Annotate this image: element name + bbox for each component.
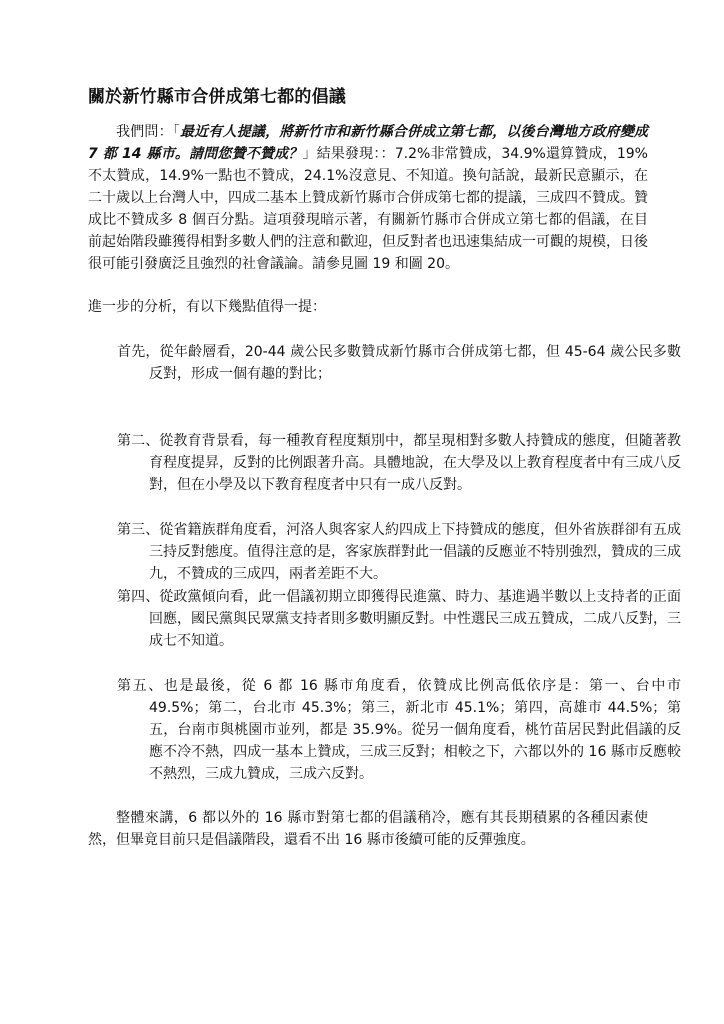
survey-question: 最近有人提議，將新竹市和新竹縣合併成立第七都，以後台灣地方政府變成 7 都 14 縣市。請問您贊不贊成？ (88, 124, 649, 162)
intro-findings: 」結果發現：：7.2%非常贊成，34.9%還算贊成，19%不太贊成，14.9%一點也不贊成，24.1%沒意見、不知道。換句話說，最新民意顯示，在二十歲以上台灣人中，四成二基本上贊成新竹縣市合併成第七都的提議，三成四不贊成。贊成比不贊成多 8 個百分點。這項發現暗示著，有關新竹縣市合併成立第七都的倡議，在目前起始階段雖獲得相對多數人們的注意和歡迎，但反對者也迅速集結成一可觀的規模，日後很可能引發廣泛且強烈的社會議論。請參見圖 19 和圖 20。 (88, 146, 648, 272)
conclusion-paragraph: 整體來講，6 都以外的 16 縣市對第七都的倡議稍冷，應有其長期積累的各種因素使然，但畢竟目前只是倡議階段，還看不出 16 縣市後續可能的反彈強度。 (88, 810, 648, 848)
page-title: 關於新竹縣市合併成第七都的倡議 (88, 87, 346, 108)
intro-paragraph (88, 121, 648, 275)
point-ethnicity: 第三、從省籍族群角度看，河洛人與客家人約四成上下持贊成的態度，但外省族群卻有五成三持反對態度。值得注意的是，客家族群對此一倡議的反應並不特別強烈，贊成的三成九，不贊成的三成四，兩者差距不大。 (117, 522, 681, 582)
point-party: 第四、從政黨傾向看，此一倡議初期立即獲得民進黨、時力、基進過半數以上支持者的正面回應，國民黨與民眾黨支持者則多數明顯反對。中性選民三成五贊成，二成八反對，三成七不知道。 (117, 589, 681, 649)
analysis-lead: 進一步的分析，有以下幾點值得一提： (88, 299, 326, 315)
intro-prefix: 我們問：「 (116, 124, 180, 140)
point-region: 第五、也是最後，從 6 都 16 縣市角度看，依贊成比例高低依序是：第一、台中市 49.5%；第二，台北市 45.3%；第三，新北市 45.1%；第四，高雄市 44.5%；第五，台南市與桃園市並列，都是 35.9%。從另一個角度看，桃竹苗居民對此倡議的反應不冷不熱，四成一基本上贊成，三成三反對；相較之下，六都以外的 16 縣市反應較不熱烈，三成九贊成，三成六反對。 (117, 678, 681, 782)
point-education: 第二、從教育背景看，每一種教育程度類別中，都呈現相對多數人持贊成的態度，但隨著教育程度提昇，反對的比例跟著升高。具體地說，在大學及以上教育程度者中有三成八反對，但在小學及以下教育程度者中只有一成八反對。 (117, 433, 681, 493)
point-age: 首先，從年齡層看，20-44 歲公民多數贊成新竹縣市合併成第七都，但 45-64 歲公民多數反對，形成一個有趣的對比； (117, 344, 681, 382)
